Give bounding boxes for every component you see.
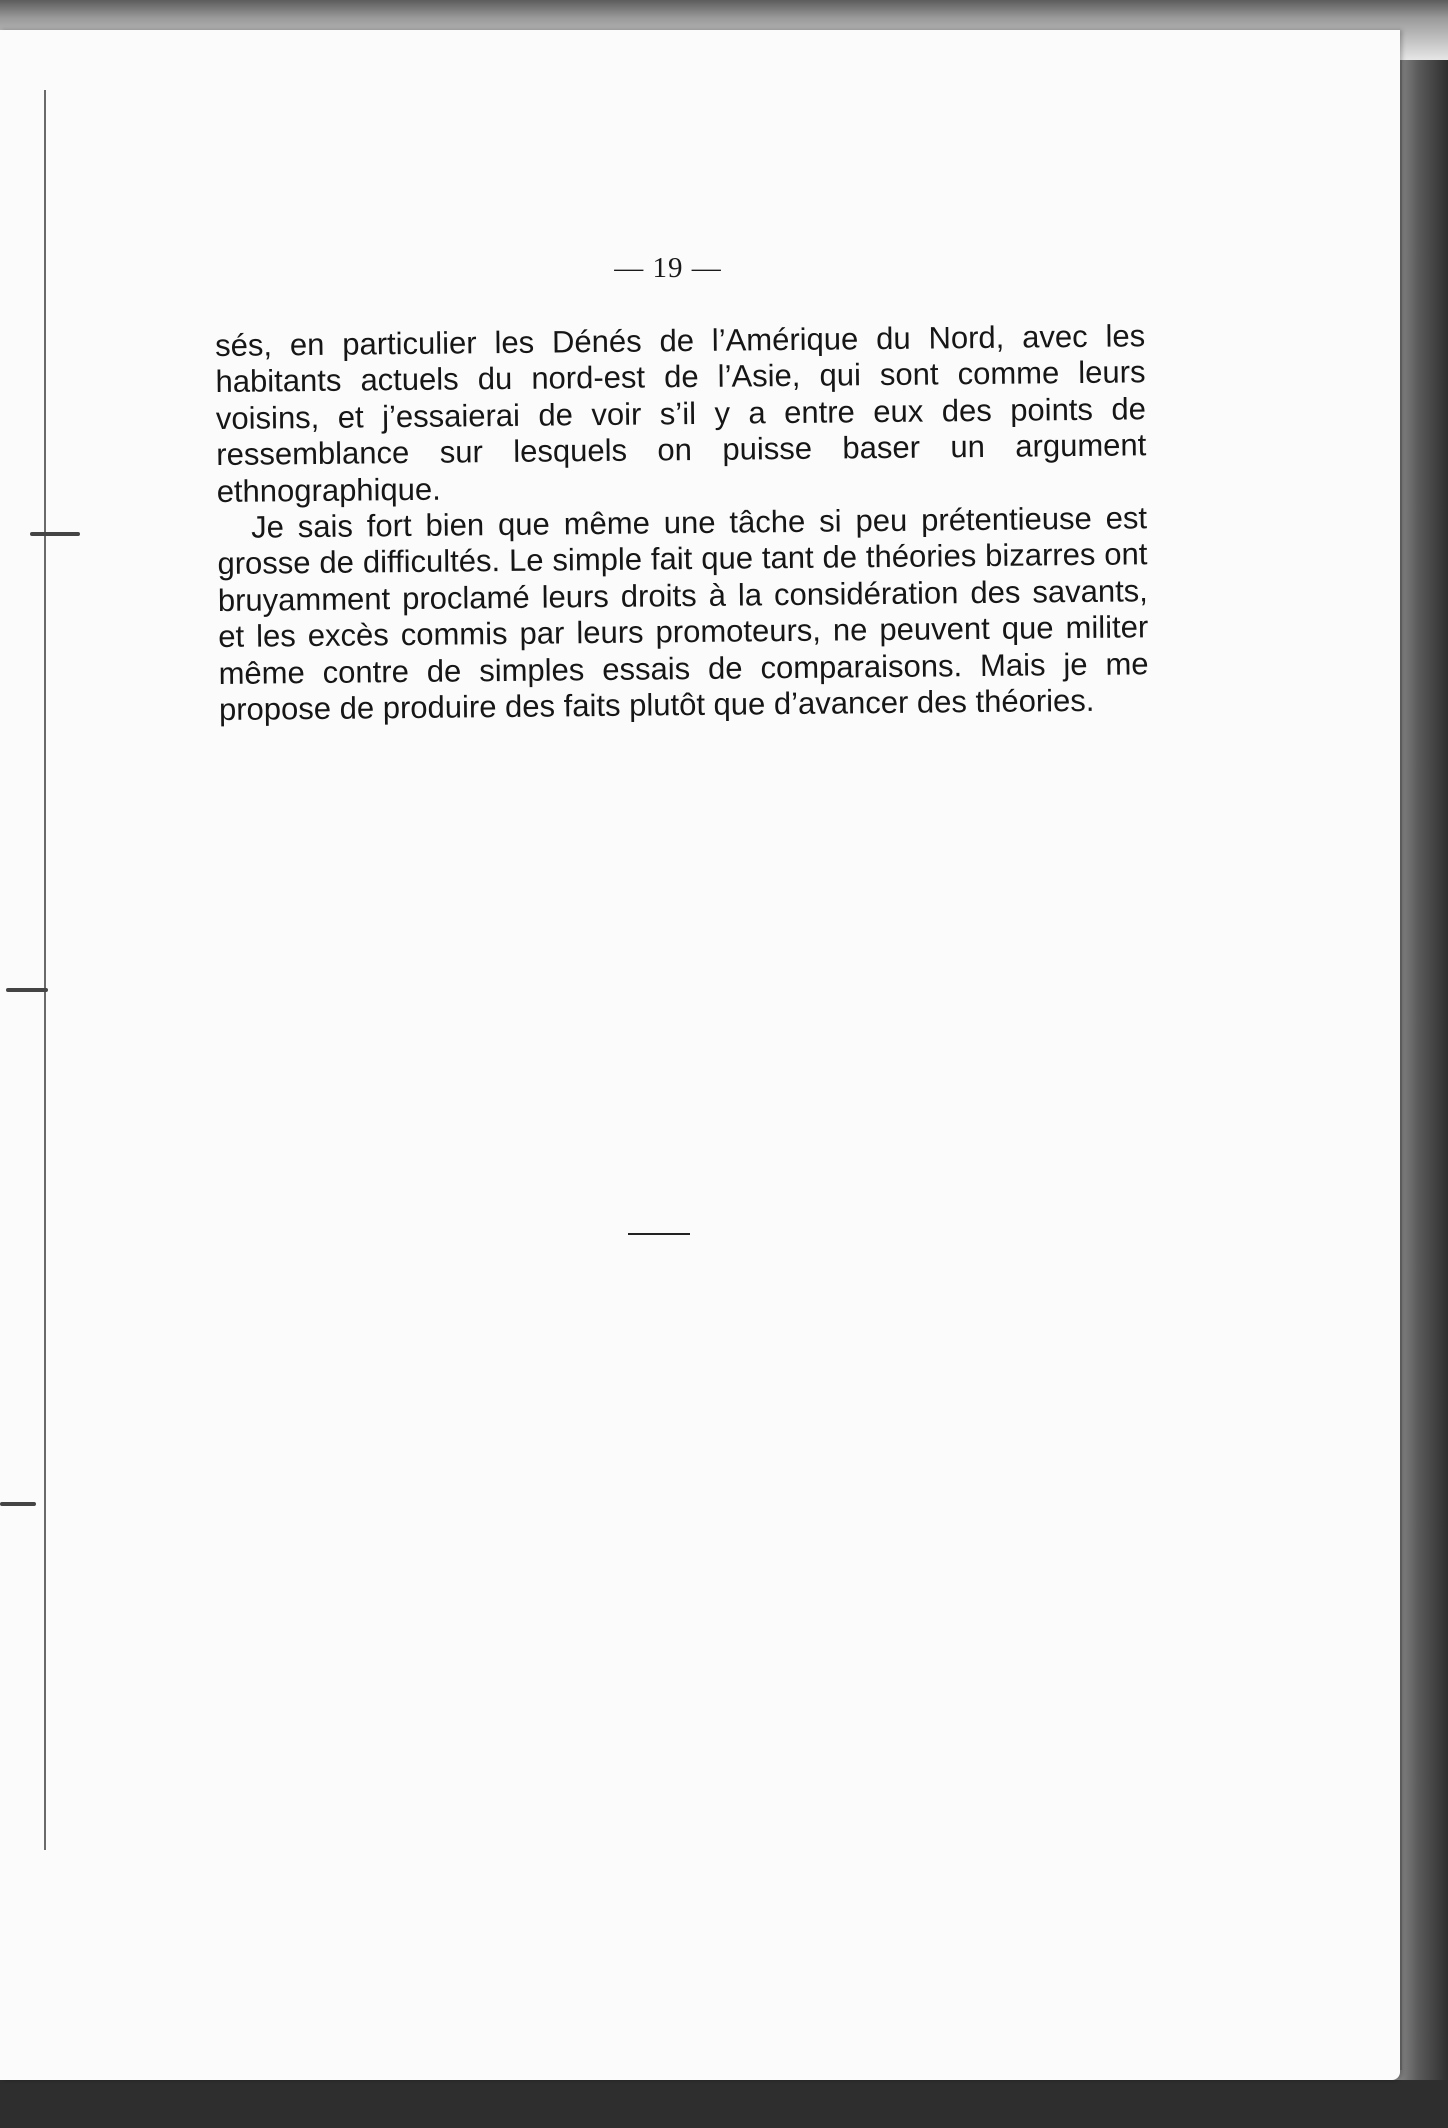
gutter-mark <box>30 532 80 536</box>
body-text <box>215 318 1149 728</box>
end-rule <box>628 1233 690 1235</box>
paragraph: Je sais fort bien que même une tâche si peu prétentieuse est grosse de difficultés. Le simple fait que tant de théories bizarres ont bruyamment proclamé leurs droits à la considération des savants, et les excès commis par leurs promoteurs, ne peuvent que militer même contre de simples essais de comparaisons. Mais je me propose de produire des faits plutôt que d’avancer des théories. <box>217 500 1149 728</box>
gutter-mark <box>0 1502 36 1506</box>
binding-gutter-line <box>44 90 46 1850</box>
paragraph: sés, en particulier les Dénés de l’Amérique du Nord, avec les habitants actuels du nord-est de l’Asie, qui sont comme leurs voisins, et j’essaierai de voir s’il y a entre eux des points de ressemblance sur lesquels on puisse baser un argument ethnographique. <box>215 318 1147 509</box>
page-number: — 19 — <box>614 252 722 284</box>
gutter-mark <box>6 988 48 992</box>
